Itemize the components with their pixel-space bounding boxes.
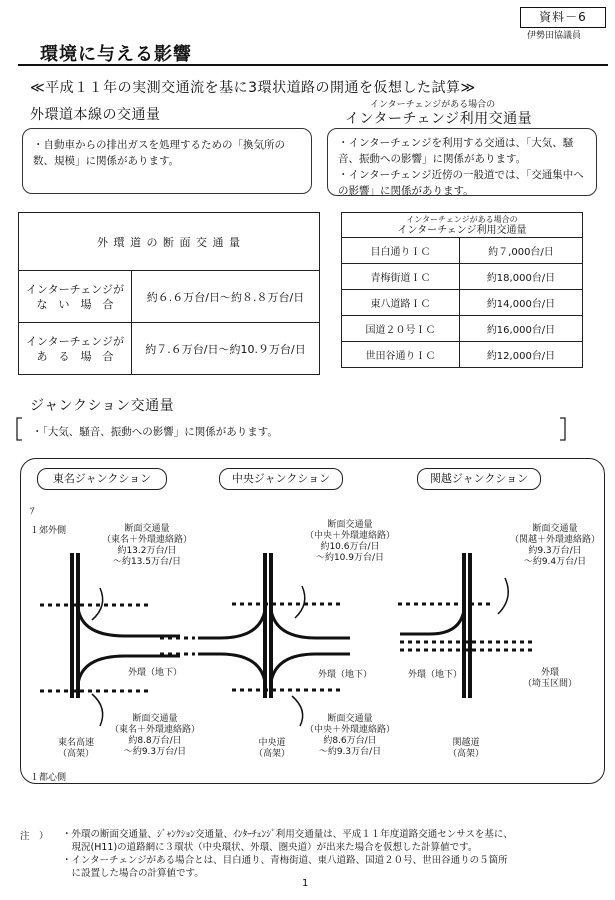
organization-label: 伊勢田協議員 [527,31,582,41]
footnote-line: に設置した場合の計算値です。 [62,868,204,879]
road-name: 中央道 [258,738,286,748]
road-section: （埼玉区間） [522,679,577,689]
table2-ic-value: 約12,000台/日 [460,342,583,368]
tomei-road-label [46,738,106,760]
junction-mark: ｱ [30,507,35,517]
traffic-value: ～約9.3万台/日 [318,747,382,757]
table1-row-label: インターチェンジが あ る 場 合 [19,323,132,375]
page-subtitle: ≪平成１１年の実測交通流を基に3環状道路の開通を仮想した試算≫ [30,80,476,96]
table2-ic-name: 世田谷通りＩＣ [342,342,460,368]
road-name: 外環 [540,668,559,678]
page-number: 1 [302,878,309,889]
table2-header [342,213,583,238]
table2-header-main: インターチェンジ利用交通量 [397,225,527,236]
tomei-top-traffic [92,524,202,568]
traffic-detail: （中央＋外環連絡路） [304,725,395,735]
footnote-mark: 注 ） [20,831,49,842]
traffic-value: ～約10.9万台/日 [315,553,385,563]
road-name: 関越道 [452,738,480,748]
table2-ic-name: 青梅街道ＩＣ [342,264,460,290]
traffic-label: 断面交通量 [532,524,578,534]
traffic-value: 約13.2万台/日 [117,546,177,556]
kanetsu-top-traffic [505,524,605,568]
mainline-traffic-heading: 外環道本線の交通量 [30,107,161,123]
kanetsu-outer-left-label: 外環（地下） [408,670,463,680]
ic-heading-small: インターチェンジがある場合の [370,100,496,110]
traffic-label: 断面交通量 [124,524,170,534]
traffic-value: ～約9.3万台/日 [123,747,187,757]
footnote-line: ・インターチェンジがある場合とは、目白通り、青梅街道、東八道路、国道２０号、世田谷通りの５箇所 [62,855,508,866]
kanetsu-outer-right-label [520,668,580,690]
table2-ic-value: 約14,000台/日 [460,290,583,316]
junction-note: ・「大気、騒音、振動への影響」に関係があります。 [32,426,278,438]
table2-ic-name: 国道２０号ＩＣ [342,316,460,342]
table2-ic-value: 約16,000台/日 [460,316,583,342]
table1-row-value: 約６.６万台/日～約８.８万台/日 [132,271,320,323]
chuo-jct-label: 中央ジャンクション [219,468,343,490]
traffic-value: 約9.3万台/日 [528,546,582,556]
inner-side-label: １都心側 [30,773,67,783]
chuo-outer-label: 外環（地下） [318,670,373,680]
chuo-top-traffic [300,520,400,564]
mainline-traffic-table [18,212,320,375]
table1-row-label: インターチェンジが な い 場 合 [19,271,132,323]
outer-side-label: １郊外側 [30,526,67,536]
ic-note-1: ・インターチェンジを利用する交通は、「大気、騒音、振動への影響」に関係があります。 [338,137,574,165]
traffic-label: 断面交通量 [327,714,373,724]
kanetsu-jct-label: 関越ジャンクション [417,468,541,490]
document-tag: 資料－6 [520,7,606,28]
tomei-outer-label: 外環（地下） [128,668,183,678]
table1-header: 外 環 道 の 断 面 交 通 量 [19,213,320,271]
traffic-detail: （東名＋外環連絡路） [101,535,192,545]
footnote-line: 現況(H11)の道路網に３環状（中央環状、外環、圏央道）が出来た場合を仮想した計算値です。 [62,842,478,853]
title-underline [18,64,608,66]
table2-ic-name: 東八道路ＩＣ [342,290,460,316]
road-type: （高架） [447,749,484,759]
road-name: 東名高速 [57,738,94,748]
road-type: （高架） [253,749,290,759]
table1-row-value: 約７.６万台/日～約10.９万台/日 [132,323,320,375]
page-title: 環境に与える影響 [40,44,192,65]
footnote [62,828,615,880]
traffic-detail: （東名＋外環連絡路） [109,725,200,735]
mainline-note: ・自動車からの排出ガスを処理するための「換気所の数、規模」に関係があります。 [33,139,285,167]
traffic-value: ～約13.5万台/日 [112,557,182,567]
traffic-value: 約8.8万台/日 [128,736,182,746]
traffic-value: ～約9.4万台/日 [523,557,587,567]
table2-ic-value: 約18,000台/日 [460,264,583,290]
tomei-bottom-traffic [100,714,210,758]
chuo-road-label [244,738,300,760]
traffic-value: 約10.6万台/日 [320,542,380,552]
table2-ic-name: 目白通りＩＣ [342,238,460,264]
chuo-bottom-traffic [300,714,400,758]
traffic-label: 断面交通量 [327,520,373,530]
ic-note-2: ・インターチェンジ近傍の一般道では、「交通集中への影響」に関係があります。 [338,169,584,197]
junction-heading: ジャンクション交通量 [30,398,175,414]
footnote-line: ・外環の断面交通量、ｼﾞｬﾝｸｼｮﾝ交通量、ｲﾝﾀｰﾁｪﾝｼﾞ利用交通量は、平成１１年度道路交通センサスを基に、 [62,829,513,840]
ic-note-box [327,128,597,196]
table2-header-small: インターチェンジがある場合の [406,215,518,224]
traffic-detail: （関越＋外環連絡路） [509,535,600,545]
road-type: （高架） [57,749,94,759]
table2-ic-value: 約７,000台/日 [460,238,583,264]
traffic-value: 約8.6万台/日 [323,736,377,746]
ic-traffic-heading: インターチェンジ利用交通量 [345,111,533,127]
mainline-note-box [22,128,312,194]
ic-traffic-table [341,212,583,368]
traffic-detail: （中央＋外環連絡路） [304,531,395,541]
tomei-jct-label: 東名ジャンクション [37,468,167,490]
traffic-label: 断面交通量 [132,714,178,724]
kanetsu-road-label [438,738,494,760]
